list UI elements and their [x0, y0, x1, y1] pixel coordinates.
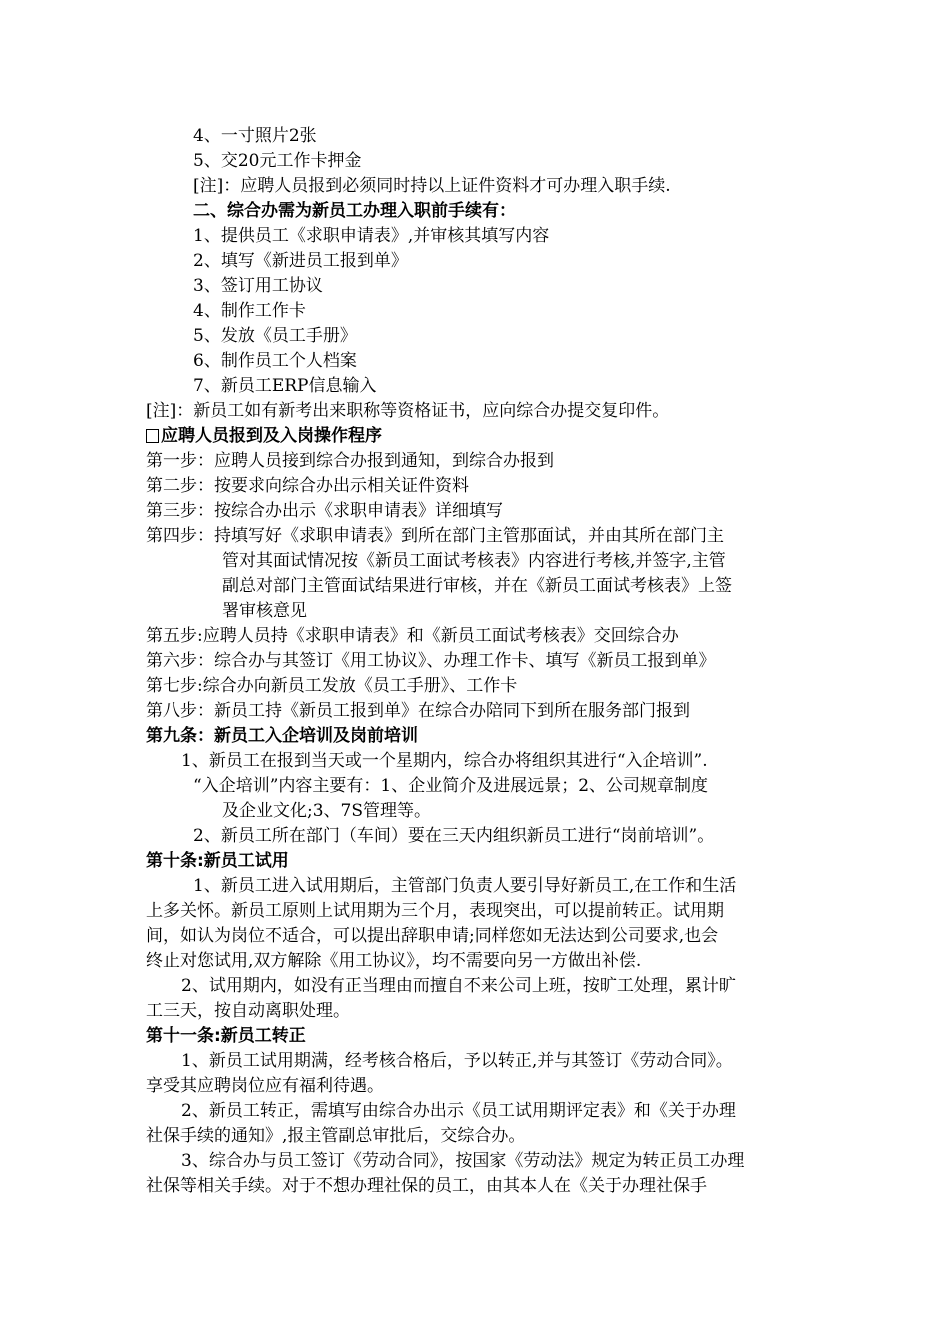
checkbox-square-icon	[146, 429, 159, 443]
paragraph-line: 社保手续的通知》,报主管副总审批后，交综合办。	[146, 1126, 526, 1146]
paragraph-line: 上多关怀。新员工原则上试用期为三个月，表现突出，可以提前转正。试用期	[146, 901, 724, 921]
paragraph-line: 终止对您试用,双方解除《用工协议》，均不需要向另一方做出补偿.	[146, 951, 642, 971]
paragraph-line: 2、试用期内，如没有正当理由而擅自不来公司上班，按旷工处理，累计旷	[181, 976, 736, 996]
step-line: 第八步：新员工持《新员工报到单》在综合办陪同下到所在服务部门报到	[146, 701, 690, 721]
article-heading: 第十条:新员工试用	[146, 851, 289, 871]
section-heading	[146, 424, 382, 449]
list-item: 5、发放《员工手册》	[193, 326, 357, 346]
article-heading: 第十一条:新员工转正	[146, 1026, 306, 1046]
paragraph-line: 间，如认为岗位不适合，可以提出辞职申请;同样您如无法达到公司要求,也会	[146, 926, 719, 946]
step-line-continued: 副总对部门主管面试结果进行审核，并在《新员工面试考核表》上签	[222, 576, 732, 596]
heading-text: 应聘人员报到及入岗操作程序	[161, 426, 382, 446]
paragraph-line: “入企培训”内容主要有：1、企业简介及进展远景；2、公司规章制度	[193, 776, 709, 796]
step-line: 第四步：持填写好《求职申请表》到所在部门主管那面试，并由其所在部门主	[146, 526, 724, 546]
list-item: 7、新员工ERP信息输入	[193, 376, 377, 396]
text-line: 4、一寸照片2张	[193, 126, 317, 146]
step-line: 第七步:综合办向新员工发放《员工手册》、工作卡	[146, 676, 518, 696]
note-line: [注]：新员工如有新考出来职称等资格证书，应向综合办提交复印件。	[146, 401, 670, 421]
paragraph-line: 工三天，按自动离职处理。	[146, 1001, 350, 1021]
section-heading: 二、综合办需为新员工办理入职前手续有：	[193, 201, 516, 221]
list-item: 3、签订用工协议	[193, 276, 323, 296]
paragraph-line: 及企业文化;3、7S管理等。	[222, 801, 432, 821]
text-line: 5、交20元工作卡押金	[193, 151, 362, 171]
step-line: 第二步：按要求向综合办出示相关证件资料	[146, 476, 469, 496]
list-item: 1、提供员工《求职申请表》,并审核其填写内容	[193, 226, 550, 246]
list-item: 6、制作员工个人档案	[193, 351, 357, 371]
step-line: 第一步：应聘人员接到综合办报到通知，到综合办报到	[146, 451, 554, 471]
list-item: 4、制作工作卡	[193, 301, 306, 321]
step-line: 第五步:应聘人员持《求职申请表》和《新员工面试考核表》交回综合办	[146, 626, 679, 646]
paragraph-line: 3、综合办与员工签订《劳动合同》，按国家《劳动法》规定为转正员工办理	[181, 1151, 745, 1171]
step-line: 第六步：综合办与其签订《用工协议》、办理工作卡、填写《新员工报到单》	[146, 651, 716, 671]
article-heading: 第九条：新员工入企培训及岗前培训	[146, 726, 418, 746]
paragraph-line: 1、新员工在报到当天或一个星期内，综合办将组织其进行“入企培训”.	[181, 751, 708, 771]
paragraph-line: 1、新员工试用期满，经考核合格后，予以转正,并与其签订《劳动合同》。	[181, 1051, 733, 1071]
step-line: 第三步：按综合办出示《求职申请表》详细填写	[146, 501, 503, 521]
paragraph-line: 1、新员工进入试用期后，主管部门负责人要引导好新员工,在工作和生活	[193, 876, 737, 896]
note-line: [注]：应聘人员报到必须同时持以上证件资料才可办理入职手续.	[193, 176, 671, 196]
paragraph-line: 2、新员工所在部门（车间）要在三天内组织新员工进行“岗前培训”。	[193, 826, 715, 846]
paragraph-line: 社保等相关手续。对于不想办理社保的员工，由其本人在《关于办理社保手	[146, 1176, 707, 1196]
step-line-continued: 署审核意见	[222, 601, 307, 621]
paragraph-line: 2、新员工转正，需填写由综合办出示《员工试用期评定表》和《关于办理	[181, 1101, 736, 1121]
step-line-continued: 管对其面试情况按《新员工面试考核表》内容进行考核,并签字,主管	[222, 551, 726, 571]
list-item: 2、填写《新进员工报到单》	[193, 251, 408, 271]
paragraph-line: 享受其应聘岗位应有福利待遇。	[146, 1076, 384, 1096]
